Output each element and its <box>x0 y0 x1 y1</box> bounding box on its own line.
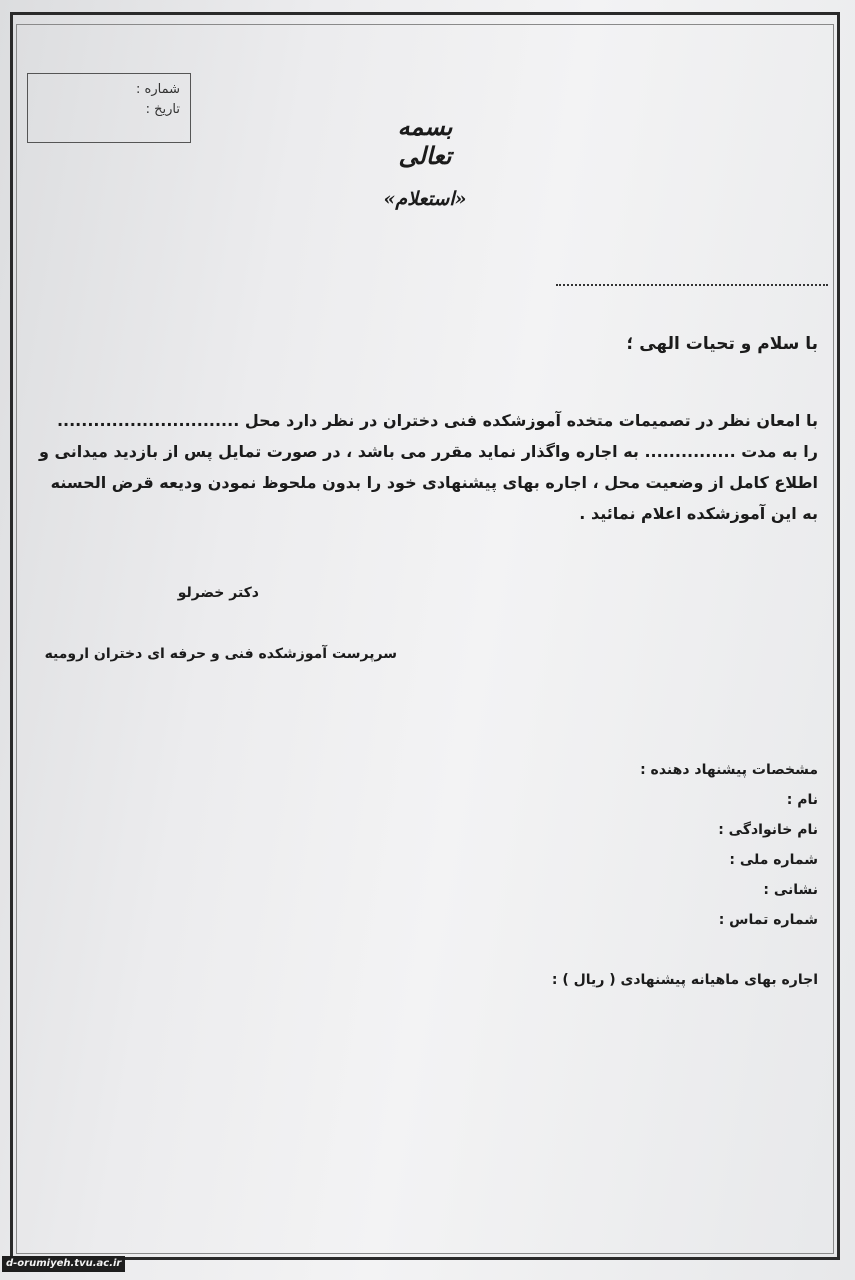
field-national-id: شماره ملی : <box>729 852 818 868</box>
signer-title: سرپرست آموزشکده فنی و حرفه ای دختران ارومیه <box>44 646 397 662</box>
signer-name: دکتر خضرلو <box>177 585 259 601</box>
date-label: تاریخ : <box>145 102 180 117</box>
greeting: با سلام و تحیات الهی ؛ <box>626 334 818 354</box>
field-monthly-rent: اجاره بهای ماهیانه پیشنهادی ( ریال ) : <box>551 972 818 988</box>
document-title: «استعلام» <box>383 188 467 210</box>
reference-dotted-line <box>556 284 828 286</box>
field-family-name: نام خانوادگی : <box>718 822 818 838</box>
site-watermark: d-orumiyeh.tvu.ac.ir <box>2 1256 125 1272</box>
proposer-heading: مشخصات پیشنهاد دهنده : <box>640 762 818 778</box>
paragraph-line: به این آموزشکده اعلام نمائید . <box>579 504 818 523</box>
field-address: نشانی : <box>763 882 818 898</box>
number-date-box <box>27 73 191 143</box>
number-label: شماره : <box>136 82 180 97</box>
basmala: بسمه تعالی <box>397 112 453 170</box>
paragraph-line: اطلاع کامل از وضعیت محل ، اجاره بهای پیشنهادی خود را بدون ملحوظ نمودن ودیعه قرض الحسنه <box>50 473 818 492</box>
paragraph-line: را به مدت ............... به اجاره واگذار نماید مقرر می باشد ، در صورت تمایل پس از بازدید میدانی و <box>39 442 818 461</box>
field-name: نام : <box>786 792 818 808</box>
paragraph-line: با امعان نظر در تصمیمات متخده آموزشکده فنی دختران در نظر دارد محل .............................. <box>56 411 818 430</box>
letter-paragraph <box>28 405 818 529</box>
field-phone: شماره تماس : <box>718 912 818 928</box>
